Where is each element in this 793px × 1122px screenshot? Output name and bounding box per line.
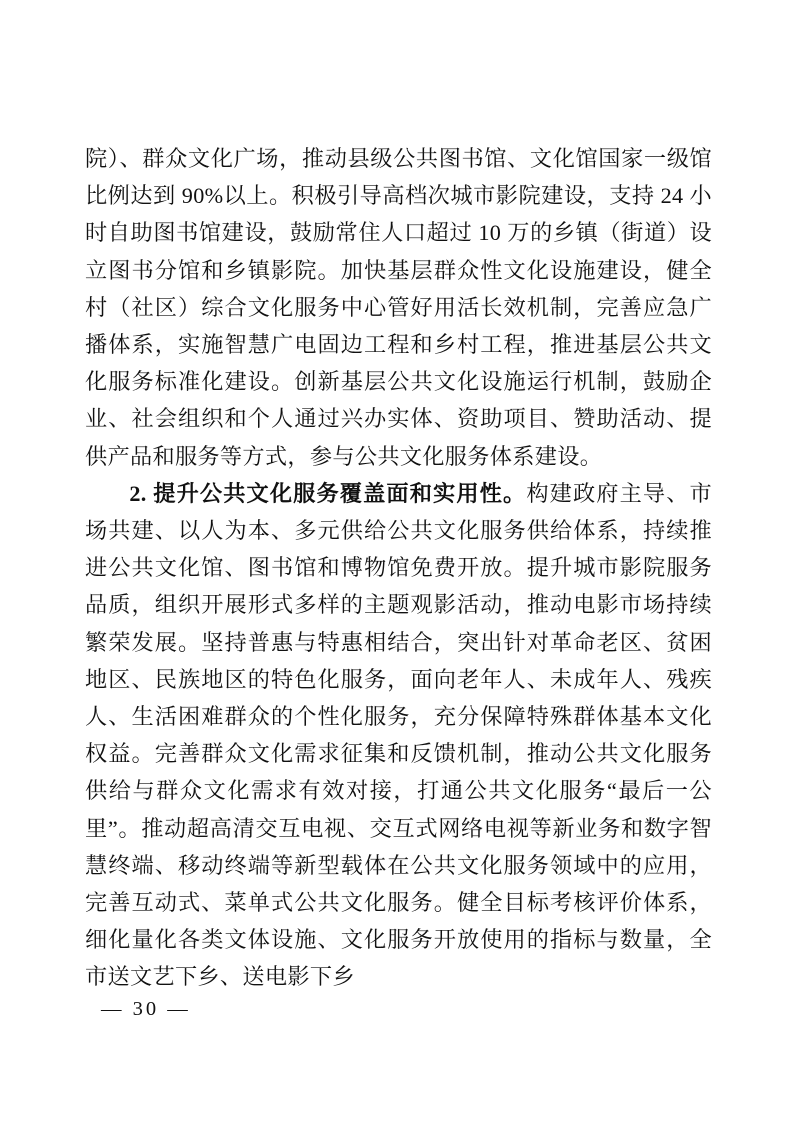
paragraph-lead-heading: 2. 提升公共文化服务覆盖面和实用性。 xyxy=(129,480,527,506)
paragraph-text: 构建政府主导、市场共建、以人为本、多元供给公共文化服务供给体系，持续推进公共文化馆、图书馆和博物馆免费开放。提升城市影院服务品质，组织开展形式多样的主题观影活动，推动电影市场持续繁荣发展。坚持普惠与特惠相结合，突出针对革命老区、贫困地区、民族地区的特色化服务，面向老年人、未成年人、残疾人、生活困难群众的个性化服务，充分保障特殊群体基本文化权益。完善群众文化需求征集和反馈机制，推动公共文化服务供给与群众文化需求有效对接，打通公共文化服务“最后一公里”。推动超高清交互电视、交互式网络电视等新业务和数字智慧终端、移动终端等新型载体在公共文化服务领域中的应用，完善互动式、菜单式公共文化服务。健全目标考核评价体系，细化量化各类文体设施、文化服务开放使用的指标与数量，全市送文艺下乡、送电影下乡 xyxy=(85,480,712,990)
paragraph-continuation xyxy=(85,140,712,475)
paragraph-text: 院）、群众文化广场，推动县级公共图书馆、文化馆国家一级馆比例达到 90%以上。积极引导高档次城市影院建设，支持 24 小时自助图书馆建设，鼓励常住人口超过 10 万的乡镇（街道）设立图书分馆和乡镇影院。加快基层群众性文化设施建设，健全村（社区）综合文化服务中心管好用活长效机制，完善应急广播体系，实施智慧广电固边工程和乡村工程，推进基层公共文化服务标准化建设。创新基层公共文化设施运行机制，鼓励企业、社会组织和个人通过兴办实体、资助项目、赞助活动、提供产品和服务等方式，参与公共文化服务体系建设。 xyxy=(85,146,712,469)
paragraph-numbered-item xyxy=(85,475,712,996)
page-number: — 30 — xyxy=(101,998,191,1020)
page-content xyxy=(85,140,712,996)
